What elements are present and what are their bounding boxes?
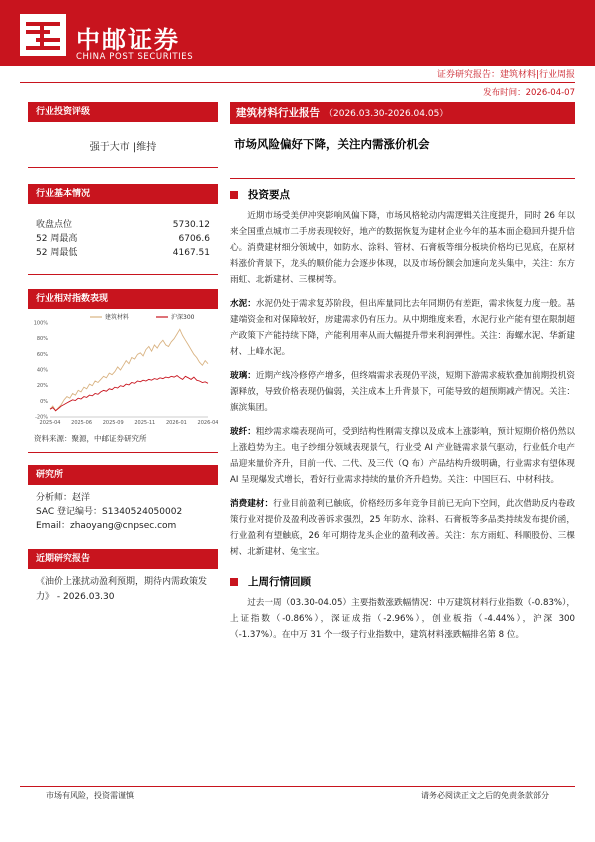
y-tick-label: 0% [40,398,48,405]
section-key-points: 投资要点 [230,187,575,202]
analyst-name: 分析师：赵洋 [36,493,91,503]
analyst-email[interactable]: Email：zhaoyang@cnpsec.com [36,521,177,531]
paragraph-overview: 近期市场受美伊冲突影响风偏下降，市场风格轮动内需逻辑关注度提升，同时 26 年以来全国重点城市二手房表现较好，地产的数据恢复为建材企业今年的基本面企稳回升提升信心。消费建材细分领域中，如防水、涂料、管材、石膏板等细分板块价格均已见底，在原材料涨价背景下，龙头的顺价能力会逐步体现，以及市场份额会加速向龙头集中，关注：东方雨虹、北新建材、三棵树等。 [230,211,575,285]
main-content [230,102,575,643]
basics-row: 52 周最低 4167.51 [36,248,210,258]
chart-source: 资料来源：聚源，中邮证券研究所 [34,434,147,443]
y-tick-label: 60% [36,351,48,358]
sac-number: SAC 登记编号：S1340524050002 [36,507,183,517]
x-tick-label: 2025-09 [102,420,124,426]
paragraph-glass: 玻璃：近期产线冷修停产增多，但终端需求表现仍平淡，短期下游需求疲软叠加前期投机资源释放，导致价格表现仍偏弱，关注成本上升背景下，可能导致的超预期减产情况。关注：旗滨集团。 [230,371,575,413]
y-tick-label: 20% [36,383,48,390]
y-tick-label: 80% [36,336,48,343]
china-post-logo-icon [20,14,66,56]
recent-section-title: 近期研究报告 [28,549,218,569]
publish-date: 发布时间：2026-04-07 [483,88,575,98]
report-header [0,0,595,72]
logo-chinese-name: 中邮证券 [76,26,180,54]
header-divider [20,82,575,83]
x-tick-label: 2025-06 [71,420,93,426]
terms-notice: 请务必阅读正文之后的免责条款部分 [421,791,549,800]
paragraph-market-review: 过去一周（03.30-04.05）主要指数涨跌幅情况：中万建筑材料行业指数（-0.83%），上证指数（-0.86%），深证成指（-2.96%），创业板指（-4.44%），沪深 300（-1.37%）。在中万 31 个一级子行业指数中，建筑材料涨跌幅排名第 8 位。 [230,598,575,640]
report-title-bar [230,102,575,124]
report-title: 建筑材料行业报告 [236,107,320,119]
x-tick-label: 2026-04 [197,420,218,426]
chart-section-title: 行业相对指数表现 [28,289,218,309]
y-tick-label: -20% [35,414,48,421]
logo-english-name: CHINA POST SECURITIES [76,52,194,62]
x-tick-label: 2025-11 [134,420,156,426]
industry-rating: 强于大市 |维持 [89,142,157,153]
basics-row: 收盘点位 5730.12 [36,220,210,230]
report-period: （2026.03.30-2026.04.05） [324,109,449,119]
section-market-review: 上周行情回顾 [230,574,575,589]
series-line [50,329,208,410]
basics-section-title: 行业基本情况 [28,184,218,204]
legend-label: 建筑材料 [105,314,130,321]
paragraph-fiberglass: 玻纤：粗纱需求端表现尚可，受到结构性刚需支撑以及成本上涨影响，预计短期价格仍然以上涨趋势为主。电子纱细分领域表现景气，行业受 AI 产业链需求景气驱动，行业低介电产品迎来量价齐升，目前一代、二代、及三代（Q 布）产品结构升级明确，行业需求有望体现 AI 呈现爆发式增长，看好行业需求持续的量价齐升趋势。关注：中国巨石、中材科技。 [230,427,575,485]
recent-report-item[interactable]: 《油价上涨扰动盈利预期，期待内需政策发力》 - 2026.03.30 [36,577,208,602]
research-section-title: 研究所 [28,465,218,485]
risk-disclaimer: 市场有风险，投资需谨慎 [46,791,134,800]
sidebar [28,102,218,611]
footer-divider [20,786,575,787]
paragraph-consumer-materials: 消费建材：行业目前盈利已触底，价格经历多年竞争目前已无向下空间，此次借助反内卷政策行业对提价及盈利改善诉求强烈，25 年防水、涂料、石膏板等多品类持续发布提价函，行业盈利有望触底，26 年可期待龙头企业的盈利改善。关注：东方雨虹、科顺股份、三棵树、北新建材、兔宝宝。 [230,499,575,557]
rating-section-title: 行业投资评级 [28,102,218,122]
legend-label: 沪深300 [171,314,195,321]
relative-index-chart [28,309,218,431]
bullet-square-icon [230,578,238,586]
paragraph-cement: 水泥：水泥仍处于需求复苏阶段，但出库量同比去年同期仍有差距，需求恢复力度一般。基建端资金和对保障较好，房建需求仍有压力。从中期维度来看，水泥行业产能有望在限制超产政策下产能持续下降，产能利用率从而大幅提升带来利润弹性。关注：海螺水泥、华新建材、上峰水泥。 [230,299,575,357]
series-line [50,376,208,411]
basics-table [28,204,218,274]
x-tick-label: 2026-01 [165,420,187,426]
report-headline: 市场风险偏好下降，关注内需涨价机会 [234,137,430,151]
y-tick-label: 100% [33,320,48,327]
bullet-square-icon [230,191,238,199]
breadcrumb: 证券研究报告：建筑材料|行业周报 [436,70,575,80]
analyst-info [28,485,218,539]
x-tick-label: 2025-04 [39,420,61,426]
chart-svg [28,309,218,431]
basics-row: 52 周最高 6706.6 [36,234,210,244]
y-tick-label: 40% [36,367,48,374]
